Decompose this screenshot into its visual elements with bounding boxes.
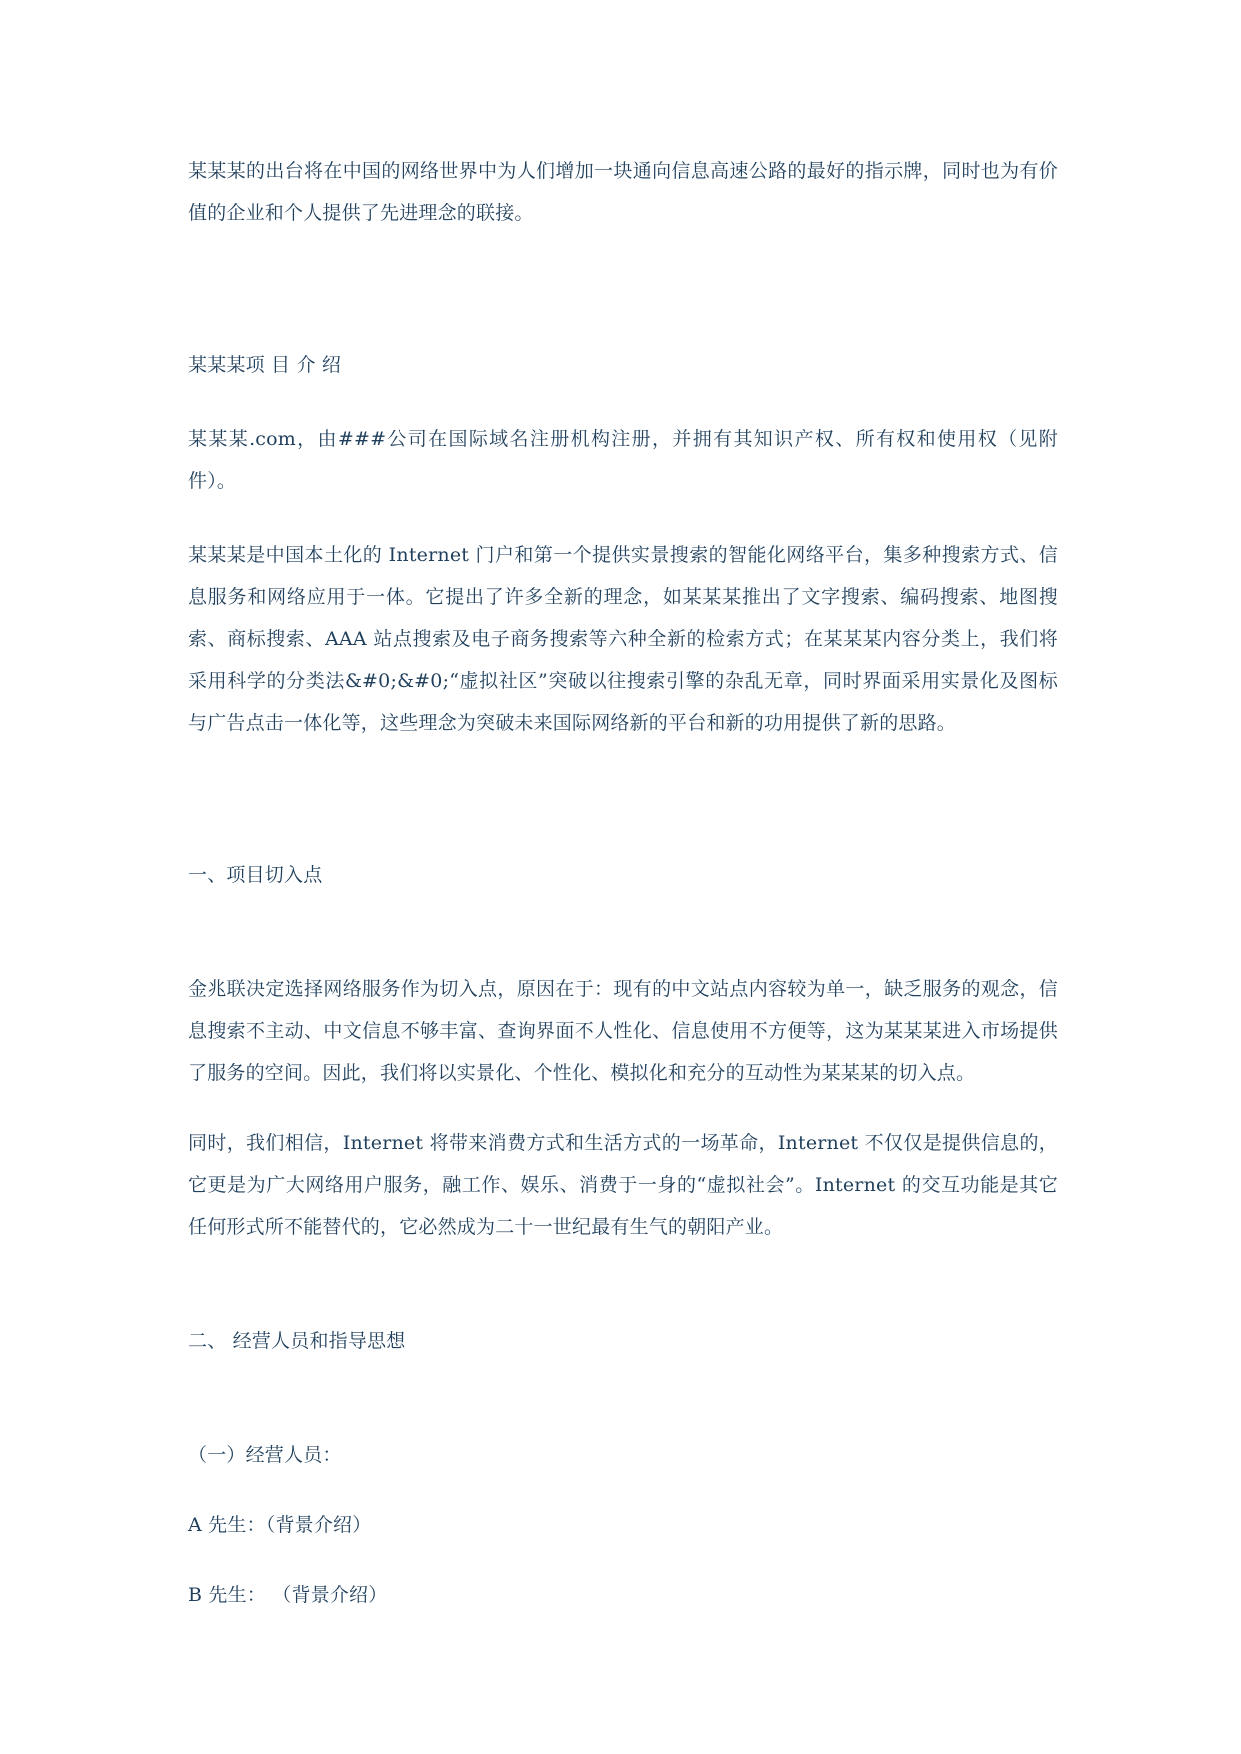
staff-item-b: B 先生： （背景介绍） [188, 1584, 388, 1606]
subsection-heading-staff: （一）经营人员： [188, 1444, 342, 1466]
section-heading-management: 二、 经营人员和指导思想 [188, 1330, 406, 1352]
internet-belief-paragraph: 同时，我们相信，Internet 将带来消费方式和生活方式的一场革命，Internet 不仅仅是提供信息的，它更是为广大网络用户服务，融工作、娱乐、消费于一身的“虚拟社会”。Internet 的交互功能是其它任何形式所不能替代的，它必然成为二十一世纪最有生气的朝阳产业。 [188, 1132, 1058, 1238]
project-intro-heading: 某某某项 目 介 绍 [188, 354, 342, 376]
entry-point-paragraph: 金兆联决定选择网络服务作为切入点，原因在于：现有的中文站点内容较为单一，缺乏服务的观念，信息搜索不主动、中文信息不够丰富、查询界面不人性化、信息使用不方便等，这为某某某进入市场提供了服务的空间。因此，我们将以实景化、个性化、模拟化和充分的互动性为某某某的切入点。 [188, 978, 1058, 1084]
platform-description-paragraph: 某某某是中国本土化的 Internet 门户和第一个提供实景搜索的智能化网络平台，集多种搜索方式、信息服务和网络应用于一体。它提出了许多全新的理念，如某某某推出了文字搜索、编码搜索、地图搜索、商标搜索、AAA 站点搜索及电子商务搜索等六种全新的检索方式；在某某某内容分类上，我们将采用科学的分类法&#0;&#0;“虚拟社区”突破以往搜索引擎的杂乱无章，同时界面采用实景化及图标与广告点击一体化等，这些理念为突破未来国际网络新的平台和新的功用提供了新的思路。 [188, 544, 1058, 734]
section-heading-entry-point: 一、项目切入点 [188, 864, 323, 886]
document-body [188, 150, 1058, 1616]
staff-item-a: A 先生：（背景介绍） [188, 1514, 372, 1536]
intro-paragraph: 某某某的出台将在中国的网络世界中为人们增加一块通向信息高速公路的最好的指示牌，同时也为有价值的企业和个人提供了先进理念的联接。 [188, 160, 1058, 224]
domain-registration-paragraph: 某某某.com，由###公司在国际域名注册机构注册，并拥有其知识产权、所有权和使用权（见附件）。 [188, 428, 1058, 492]
